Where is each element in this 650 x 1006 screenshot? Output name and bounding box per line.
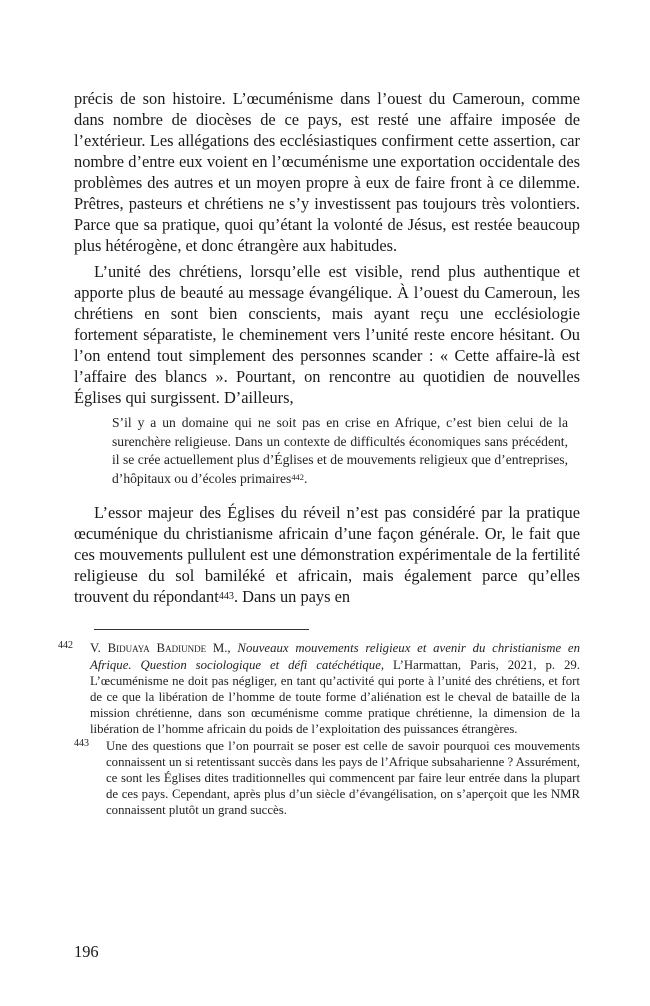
footnote-author-initial: V. [90, 641, 108, 656]
block-quote-text: S’il y a un domaine qui ne soit pas en crise en Afrique, c’est bien celui de la surenchère religieuse. Dans un contexte de difficultés économiques sans précédent, il se crée actuellement plus d’Églises et de mouvements religieux que d’entreprises, d’hôpitaux ou d’écoles primaires [112, 415, 568, 486]
footnote-number: 442 [58, 640, 73, 652]
footnote-443 [74, 738, 580, 819]
paragraph-2: L’unité des chrétiens, lorsqu’elle est visible, rend plus authentique et apporte plus de beauté au message évangélique. À l’ouest du Cameroun, les chrétiens en sont bien conscients, mais ayant reçu une ecclésiologie fortement séparatiste, le cheminement vers l’unité reste encore hésitant. Ou l’on entend tout simplement des personnes scander : « Cette affaire-là est l’affaire des blancs ». Pourtant, on rencontre au quotidien de nouvelles Églises qui surgissent. D’ailleurs, [74, 262, 580, 407]
footnote-author-suffix: M., [206, 641, 238, 656]
paragraph-1: précis de son histoire. L’œcuménisme dans l’ouest du Cameroun, comme dans nombre de diocèses de ce pays, est resté une affaire imposée de l’extérieur. Les allégations des ecclésiastiques confirment cette assertion, car nombre d’entre eux voient en l’œcuménisme une exportation occidentale des problèmes des autres et un moyen propre à eux de faire front à ce dilemme. Prêtres, pasteurs et chrétiens ne s’y investissent pas toujours très volontiers. Parce que sa pratique, quoi qu’étant la volonté de Jésus, est restée beaucoup plus hétérogène, et donc étrangère aux habitudes. [74, 89, 580, 255]
paragraph-3-text: L’essor majeur des Églises du réveil n’est pas considéré par la pratique œcuménique du christianisme africain d’une façon générale. Or, le fait que ces mouvements pullulent est une démonstration expérimentale de la fertilité religieuse du sol bamiléké et africain, mais également parce qu’elles trouvent du répondant [74, 503, 580, 607]
footnote-body: Une des questions que l’on pourrait se poser est celle de savoir pourquoi ces mouvements connaissent un si retentissant succès dans les pays de l’Afrique subsaharienne ? Assurément, ce sont les Églises dites traditionnelles qui commencent par faire leur entrée dans la plupart de ces pays. Cependant, après plus d’un siècle d’évangélisation, on s’aperçoit que les NMR connaissent plutôt un grand succès. [106, 738, 580, 818]
main-text-continued [74, 502, 580, 607]
footnote-text: , L’Harmattan, Paris, 2021, p. 29. L’œcuménisme ne doit pas négliger, en tant qu’activité qui porte à l’unité des chrétiens, et fort de ce que la libération de l’homme de toute forme d’aliénation est le cheval de bataille de la mission chrétienne, dans son œcuménisme comme pratique chrétienne, la dimension de la libération de l’homme africain du poids de l’exploitation des puissances étrangères. [90, 657, 580, 737]
footnote-number: 443 [74, 737, 89, 749]
main-text [74, 88, 580, 408]
footnote-author-name: Biduaya Badiunde [107, 641, 207, 656]
footnote-separator [94, 629, 309, 630]
footnote-book-title: Nouveaux mouvements religieux et avenir du christianisme en Afrique. Question sociologique et défi catéchétique [90, 641, 580, 672]
page-number: 196 [74, 942, 99, 961]
footnote-442 [58, 640, 580, 737]
footnote-ref-442[interactable]: 442 [291, 471, 304, 482]
paragraph-3-end: . Dans un pays en [233, 587, 351, 607]
paragraph-3 [74, 502, 580, 607]
block-quote [112, 414, 568, 488]
footnote-body [90, 640, 580, 737]
page-content [58, 88, 580, 819]
block-quote-end: . [303, 470, 308, 486]
footnote-ref-443[interactable]: 443 [218, 590, 234, 602]
